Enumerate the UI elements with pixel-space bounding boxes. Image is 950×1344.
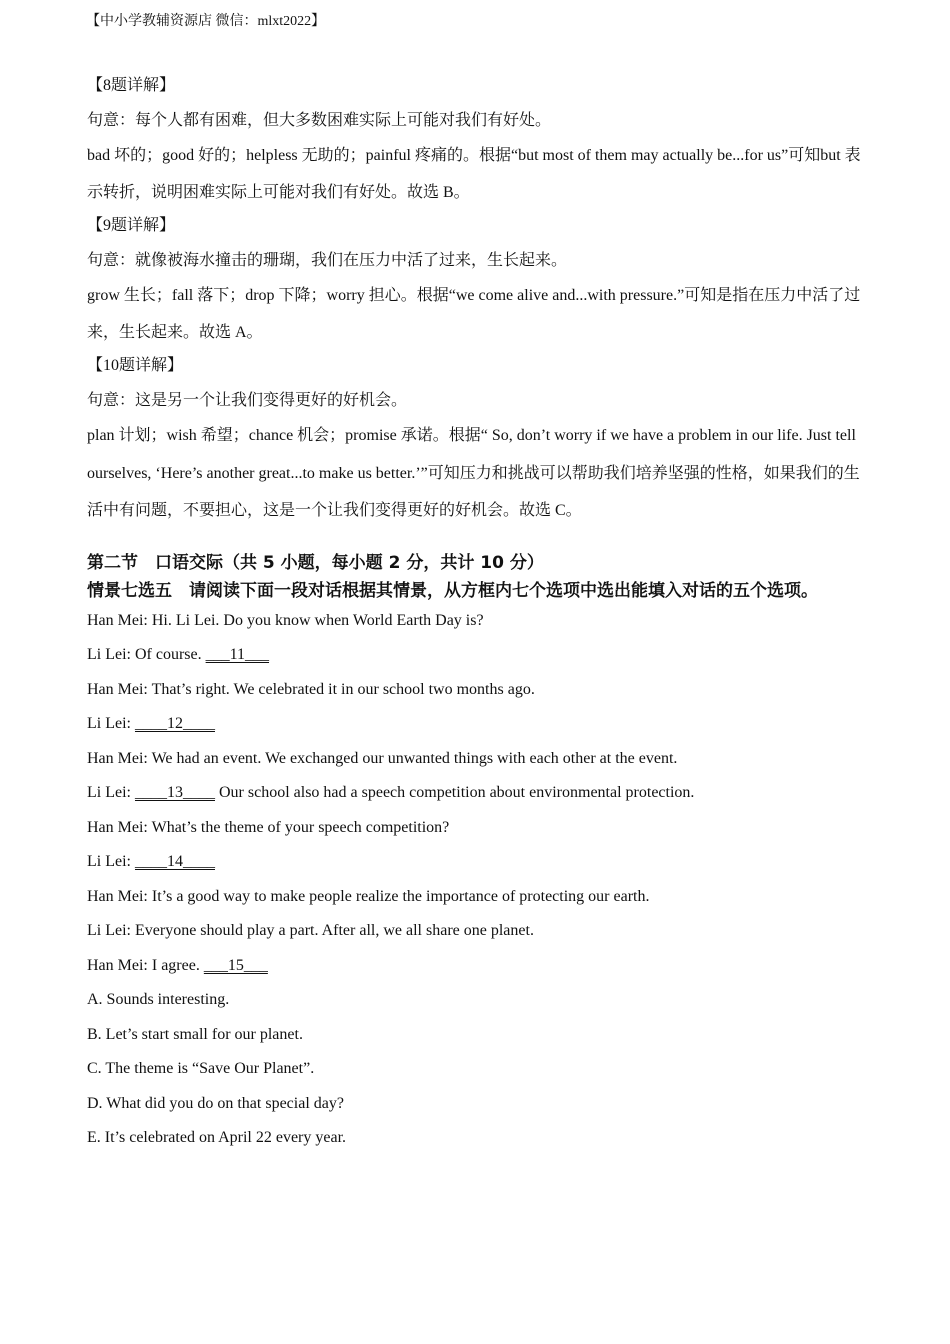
q8-explain: bad 坏的；good 好的；helpless 无助的；painful 疼痛的。根据“but most of them may actually be...for us”可知but 表示转折，说明困难实际上可能对我们有好处。故选 B。 <box>87 147 861 201</box>
q8-title: 【8题详解】 <box>87 77 176 94</box>
answer-blank-12: ____12____ <box>134 715 215 732</box>
option-b: B. Let’s start small for our planet. <box>87 1025 303 1043</box>
option-e: E. It’s celebrated on April 22 every year. <box>87 1129 347 1146</box>
dialogue-line <box>87 883 867 911</box>
dialogue-text: Han Mei: That’s right. We celebrated it in our school two months ago. <box>87 680 535 698</box>
section2-title: 第二节 口语交际（共 5 小题，每小题 2 分，共计 10 分） <box>87 552 544 573</box>
q9-explanation <box>87 212 867 351</box>
dialogue-text: Li Lei: Everyone should play a part. After all, we all share one planet. <box>87 922 534 939</box>
answer-options <box>87 986 867 1152</box>
dialogue-line <box>87 952 867 980</box>
dialogue-text: Li Lei: Of course. <box>87 646 206 663</box>
answer-blank-14: ____14____ <box>134 853 215 870</box>
answer-blank-13: ____13____ <box>134 784 215 801</box>
header-note: 【中小学教辅资源店 微信：mlxt2022】 <box>86 14 326 29</box>
dialogue-line <box>87 676 867 704</box>
dialogue-line <box>87 745 867 773</box>
dialogue-text: Li Lei: <box>87 784 135 801</box>
dialogue-text: Li Lei: <box>87 853 135 870</box>
dialogue-line <box>87 779 867 807</box>
q9-explain: grow 生长；fall 落下；drop 下降；worry 担心。根据“we come alive and...with pressure.”可知是指在压力中活了过来，生长起来。故选 A。 <box>87 287 861 341</box>
dialogue-text: Han Mei: We had an event. We exchanged our unwanted things with each other at the event. <box>87 749 678 767</box>
option-a: A. Sounds interesting. <box>87 991 230 1008</box>
dialogue-text: Han Mei: I agree. <box>87 956 204 974</box>
q8-meaning: 句意：每个人都有困难，但大多数困难实际上可能对我们有好处。 <box>87 111 552 129</box>
dialogue <box>87 607 867 980</box>
dialogue-line <box>87 607 867 635</box>
dialogue-text-after: Our school also had a speech competition about environmental protection. <box>214 784 695 801</box>
dialogue-line <box>87 917 867 945</box>
dialogue-line <box>87 848 867 876</box>
document-content <box>87 72 867 1159</box>
q8-explanation <box>87 72 867 211</box>
dialogue-text: Han Mei: What’s the theme of your speech competition? <box>87 818 450 836</box>
dialogue-text: Han Mei: Hi. Li Lei. Do you know when World Earth Day is? <box>87 611 484 629</box>
q10-title: 【10题详解】 <box>87 357 184 374</box>
answer-blank-15: ___15___ <box>203 956 268 974</box>
dialogue-text: Han Mei: It’s a good way to make people realize the importance of protecting our earth. <box>87 887 650 905</box>
answer-blank-11: ___11___ <box>205 646 270 663</box>
dialogue-text: Li Lei: <box>87 715 135 732</box>
dialogue-line <box>87 710 867 738</box>
q9-title: 【9题详解】 <box>87 217 176 234</box>
q9-meaning: 句意：就像被海水撞击的珊瑚，我们在压力中活了过来，生长起来。 <box>87 251 568 269</box>
q10-explanation <box>87 352 867 530</box>
section2-instruction: 情景七选五 请阅读下面一段对话根据其情景，从方框内七个选项中选出能填入对话的五个选项。 <box>87 580 818 601</box>
q10-explain: plan 计划；wish 希望；chance 机会；promise 承诺。根据“ So, don’t worry if we have a problem in our life. Just tell ourselves, ‘Here’s another great...to make us better.’”可知压力和挑战可以帮助我们培养坚强的性格，如果我们的生活中有问题，不要担心，这是一个让我们变得更好的好机会。故选 C。 <box>87 427 860 519</box>
dialogue-line <box>87 641 867 669</box>
option-c: C. The theme is “Save Our Planet”. <box>87 1060 315 1077</box>
dialogue-line <box>87 814 867 842</box>
q10-meaning: 句意：这是另一个让我们变得更好的好机会。 <box>87 391 408 409</box>
section2-heading <box>87 549 867 606</box>
option-d: D. What did you do on that special day? <box>87 1094 344 1112</box>
section-gap <box>87 531 867 549</box>
